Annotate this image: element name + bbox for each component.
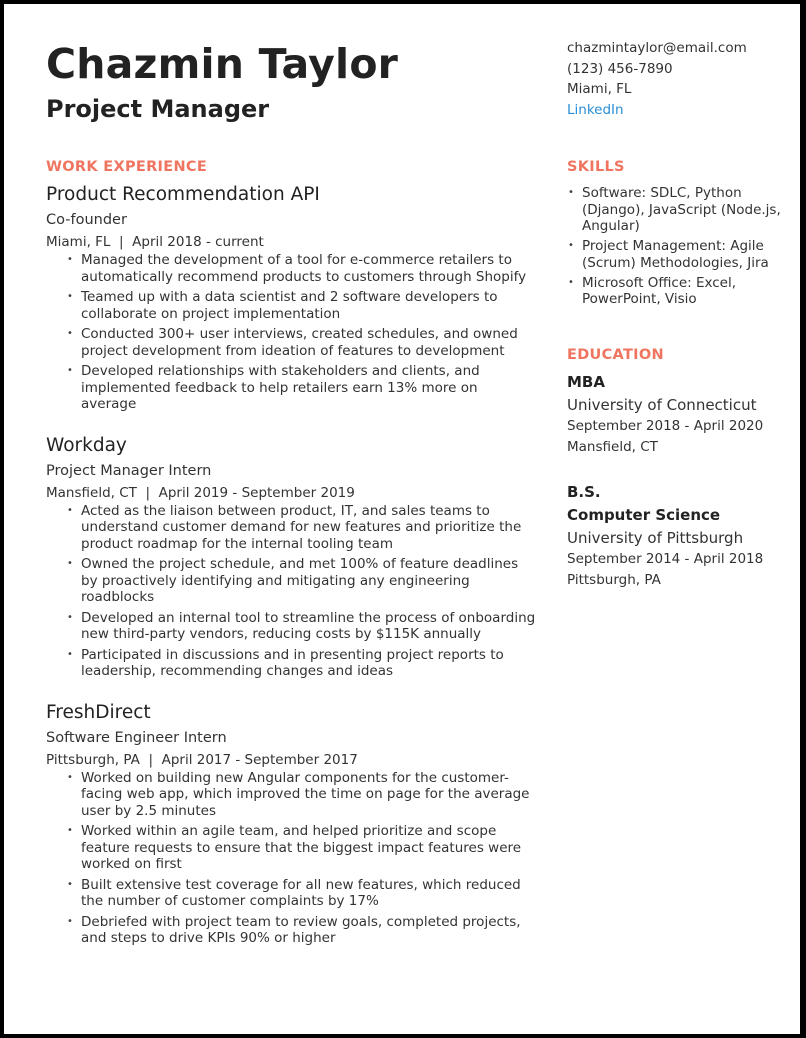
job-title: Project Manager Intern — [46, 462, 212, 479]
job-bullet: • Owned the project schedule, and met 100% of feature deadlines by proactively identifying and mitigating any engineering roadblocks — [81, 556, 536, 606]
job-bullet: • Teamed up with a data scientist and 2 software developers to collaborate on project implementation — [81, 289, 536, 322]
candidate-role: Project Manager — [46, 95, 270, 123]
degree: B.S. — [567, 482, 601, 501]
job-bullet: • Managed the development of a tool for e-commerce retailers to automatically recommend products to customers through Shopify — [81, 252, 536, 285]
skills-heading: SKILLS — [567, 159, 625, 175]
work-experience-section — [46, 158, 536, 969]
degree-field: Computer Science — [567, 505, 721, 524]
job-bullets — [46, 252, 536, 413]
job-bullet: • Participated in discussions and in presenting project reports to leadership, recommending changes and ideas — [81, 647, 536, 680]
school-name: University of Connecticut — [567, 395, 757, 414]
resume-page — [4, 4, 800, 1034]
work-experience-heading: WORK EXPERIENCE — [46, 159, 208, 175]
job-bullets — [46, 770, 536, 947]
job-title: Co-founder — [46, 212, 127, 228]
job-bullet: • Conducted 300+ user interviews, created schedules, and owned project development from ideation of features to development — [81, 326, 536, 359]
skill-item: • Project Management: Agile (Scrum) Methodologies, Jira — [582, 238, 789, 271]
education-entry — [567, 482, 789, 590]
job-title: Software Engineer Intern — [46, 729, 227, 746]
job-bullet: • Acted as the liaison between product, IT, and sales teams to understand customer demand for new features and prioritize the product roadmap for the internal tooling team — [81, 503, 536, 553]
skill-item: • Software: SDLC, Python (Django), JavaScript (Node.js, Angular) — [582, 185, 789, 235]
contact-block — [567, 38, 747, 120]
job-location-dates: Pittsburgh, PA | April 2017 - September 2017 — [46, 751, 358, 768]
linkedin-link[interactable]: LinkedIn — [567, 101, 624, 118]
contact-phone: (123) 456-7890 — [567, 60, 673, 77]
skills-list — [567, 185, 789, 308]
contact-email[interactable]: chazmintaylor@email.com — [567, 40, 747, 56]
school-name: University of Pittsburgh — [567, 528, 744, 547]
education-dates: September 2014 - April 2018 — [567, 550, 764, 567]
job-bullet: • Debriefed with project team to review goals, completed projects, and steps to drive KPIs 90% or higher — [81, 914, 536, 947]
job-entry — [46, 184, 536, 413]
job-bullets — [46, 503, 536, 680]
skills-section — [567, 158, 789, 308]
candidate-name: Chazmin Taylor — [46, 40, 399, 88]
job-company: Product Recommendation API — [46, 184, 320, 205]
job-location-dates: Miami, FL | April 2018 - current — [46, 234, 264, 250]
job-entry — [46, 435, 536, 680]
education-heading: EDUCATION — [567, 346, 664, 363]
degree: MBA — [567, 372, 605, 391]
job-bullet: • Built extensive test coverage for all new features, which reduced the number of customer complaints by 17% — [81, 877, 536, 910]
job-bullet: • Worked within an agile team, and helped prioritize and scope feature requests to ensure that the biggest impact features were worked on first — [81, 823, 536, 873]
skill-item: • Microsoft Office: Excel, PowerPoint, Visio — [582, 275, 789, 308]
education-location: Pittsburgh, PA — [567, 571, 661, 588]
job-entry — [46, 702, 536, 947]
job-company: FreshDirect — [46, 701, 151, 723]
education-section — [567, 346, 789, 590]
job-bullet: • Worked on building new Angular components for the customer-facing web app, which improved the time on page for the average user by 2.5 minutes — [81, 770, 536, 820]
education-entry — [567, 372, 789, 457]
sidebar-column — [567, 158, 789, 590]
job-bullet: • Developed relationships with stakeholders and clients, and implemented feedback to help retailers earn 13% more on average — [81, 363, 536, 413]
job-company: Workday — [46, 434, 127, 456]
job-location-dates: Mansfield, CT | April 2019 - September 2019 — [46, 484, 355, 501]
contact-location: Miami, FL — [567, 81, 632, 97]
education-location: Mansfield, CT — [567, 438, 658, 455]
job-bullet: • Developed an internal tool to streamline the process of onboarding new third-party vendors, reducing costs by $115K annually — [81, 610, 536, 643]
education-dates: September 2018 - April 2020 — [567, 417, 764, 434]
